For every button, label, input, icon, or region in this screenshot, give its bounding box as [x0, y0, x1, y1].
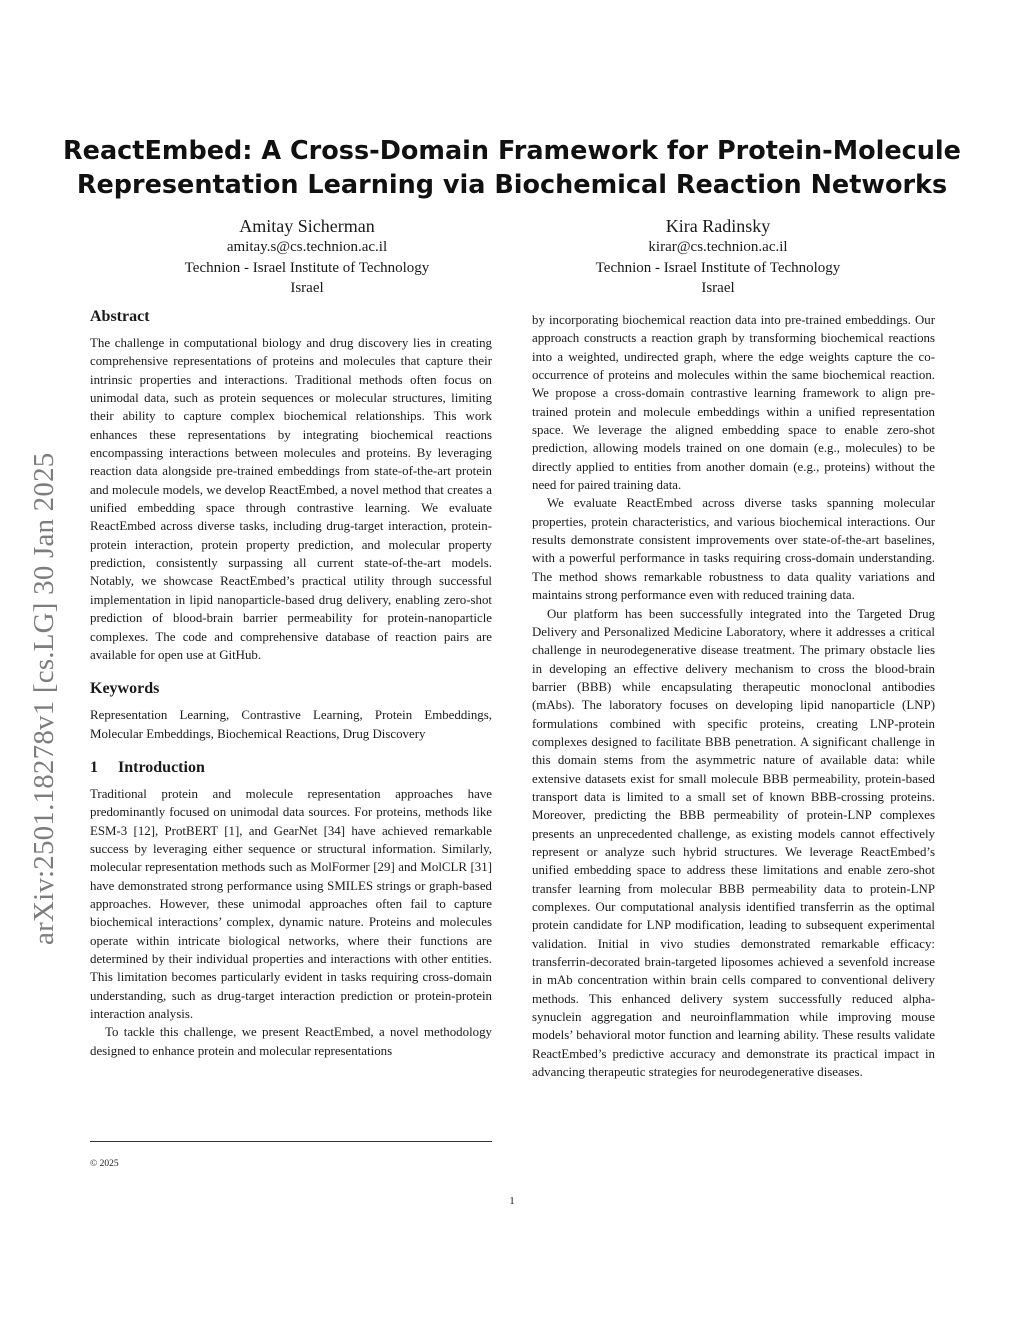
author-email: amitay.s@cs.technion.ac.il [226, 239, 388, 255]
section-title: Introduction [118, 758, 205, 776]
copyright-notice: © 2025 [90, 1159, 119, 1169]
keywords-heading: Keywords [90, 680, 160, 698]
keywords-text: Representation Learning, Contrastive Learning, Protein Embeddings, Molecular Embeddings, Biochemical Reactions, Drug Discovery [90, 708, 492, 741]
author-name: Kira Radinsky [665, 216, 771, 236]
author-country: Israel [290, 280, 324, 296]
title-line-1: ReactEmbed: A Cross-Domain Framework for Protein-Molecule [63, 136, 961, 166]
paper-title [60, 134, 964, 202]
introduction-heading [90, 757, 492, 779]
page-number: 1 [509, 1195, 515, 1207]
title-line-2: Representation Learning via Biochemical Reaction Networks [76, 170, 948, 200]
author-email: kirar@cs.technion.ac.il [648, 239, 788, 255]
intro-paragraph-2: To tackle this challenge, we present ReactEmbed, a novel methodology designed to enhance protein and molecular representations [90, 1025, 492, 1058]
author-block-1 [97, 215, 517, 299]
author-country: Israel [701, 280, 735, 296]
intro-paragraph-3: We evaluate ReactEmbed across diverse tasks spanning molecular properties, protein characteristics, and various biochemical interactions. Our results demonstrate consistent improvements over state-of-the-art baselines, with a powerful performance in tasks requiring cross-domain understanding. The method shows remarkable robustness to data quality variations and maintains strong performance even with reduced training data. [532, 496, 935, 603]
author-name: Amitay Sicherman [239, 216, 375, 236]
author-affiliation: Technion - Israel Institute of Technology [595, 259, 841, 276]
right-column [532, 311, 935, 1081]
intro-paragraph-4: Our platform has been successfully integrated into the Targeted Drug Delivery and Personalized Medicine Laboratory, where it addresses a critical challenge in neurodegenerative disease treatment. The primary obstacle lies in developing an effective delivery mechanism to cross the blood-brain barrier (BBB) while encapsulating therapeutic monoclonal antibodies (mAbs). The laboratory focuses on developing lipid nanoparticle (LNP) formulations combined with specific proteins, creating LNP-protein complexes designed to facilitate BBB penetration. A significant challenge in this domain stems from the asymmetric nature of available data: while extensive datasets exist for small molecule BBB permeability, protein-based transport data is limited to a small set of known BBB-crossing proteins. Moreover, predicting the BBB permeability of protein-LNP complexes presents an unprecedented challenge, as existing models cannot effectively represent or analyze such hybrid structures. We leverage ReactEmbed’s unified embedding space to address these limitations and enable zero-shot transfer learning from molecular BBB permeability data to protein-LNP complexes. Our computational analysis identified transferrin as the optimal protein candidate for LNP modification, leading to subsequent experimental validation. Initial in vivo studies demonstrated remarkable efficacy: transferrin-decorated brain-targeted liposomes achieved a sevenfold increase in mAb concentration within brain cells compared to conventional delivery methods. This enhanced delivery system successfully reduced alpha-synuclein aggregation and neuroinflammation while improving mouse models’ behavioral motor function and learning ability. These results validate ReactEmbed’s predictive accuracy and demonstrate its practical impact in advancing therapeutic strategies for neurodegenerative diseases. [532, 606, 935, 1080]
abstract-text: The challenge in computational biology and drug discovery lies in creating comprehensive representations of proteins and molecules that capture their intrinsic properties and interactions. Traditional methods often focus on unimodal data, such as protein sequences or molecular structures, limiting their ability to capture complex biochemical relationships. This work enhances these representations by integrating biochemical reactions encompassing interactions between molecules and proteins. By leveraging reaction data alongside pre-trained embeddings from state-of-the-art protein and molecule models, we develop ReactEmbed, a novel method that creates a unified embedding space through contrastive learning. We evaluate ReactEmbed across diverse tasks, including drug-target interaction, protein-protein interaction, protein property prediction, and molecular property prediction, consistently surpassing all current state-of-the-art models. Notably, we showcase ReactEmbed’s practical utility through successful implementation in lipid nanoparticle-based drug delivery, enabling zero-shot prediction of blood-brain barrier permeability for protein-nanoparticle complexes. The code and comprehensive database of reaction pairs are available for open use at GitHub. [90, 336, 492, 662]
arxiv-identifier: arXiv:2501.18278v1 [cs.LG] 30 Jan 2025 [28, 452, 60, 945]
intro-paragraph-2-continued: by incorporating biochemical reaction data into pre-trained embeddings. Our approach constructs a reaction graph by transforming biochemical reactions into a weighted, undirected graph, where the edge weights capture the co-occurrence of proteins and molecules within the same biochemical reaction. We propose a cross-domain contrastive learning framework to align pre-trained protein and molecule embeddings within a unified representation space. We leverage the aligned embedding space to enable zero-shot prediction, allowing models trained on one domain (e.g., molecules) to be directly applied to entities from another domain (e.g., proteins) without the need for paired training data. [532, 313, 935, 493]
abstract-heading: Abstract [90, 308, 150, 325]
left-column [90, 306, 492, 1060]
author-block-2 [508, 215, 928, 299]
section-number: 1 [90, 758, 98, 776]
author-affiliation: Technion - Israel Institute of Technology [184, 259, 430, 276]
footnote-rule [90, 1141, 492, 1142]
intro-paragraph-1: Traditional protein and molecule representation approaches have predominantly focused on unimodal data sources. For proteins, methods like ESM-3 [12], ProtBERT [1], and GearNet [34] have achieved remarkable success by leveraging either sequence or structural information. Similarly, molecular representation methods such as MolFormer [29] and MolCLR [31] have demonstrated strong performance using SMILES strings or graph-based approaches. However, these unimodal approaches often fail to capture biochemical interactions’ complex, dynamic nature. Proteins and molecules operate within intricate biological networks, where their functions are determined by their individual properties and interactions with other entities. This limitation becomes particularly evident in tasks requiring cross-domain understanding, such as drug-target interaction prediction or protein-protein interaction analysis. [90, 786, 492, 1021]
